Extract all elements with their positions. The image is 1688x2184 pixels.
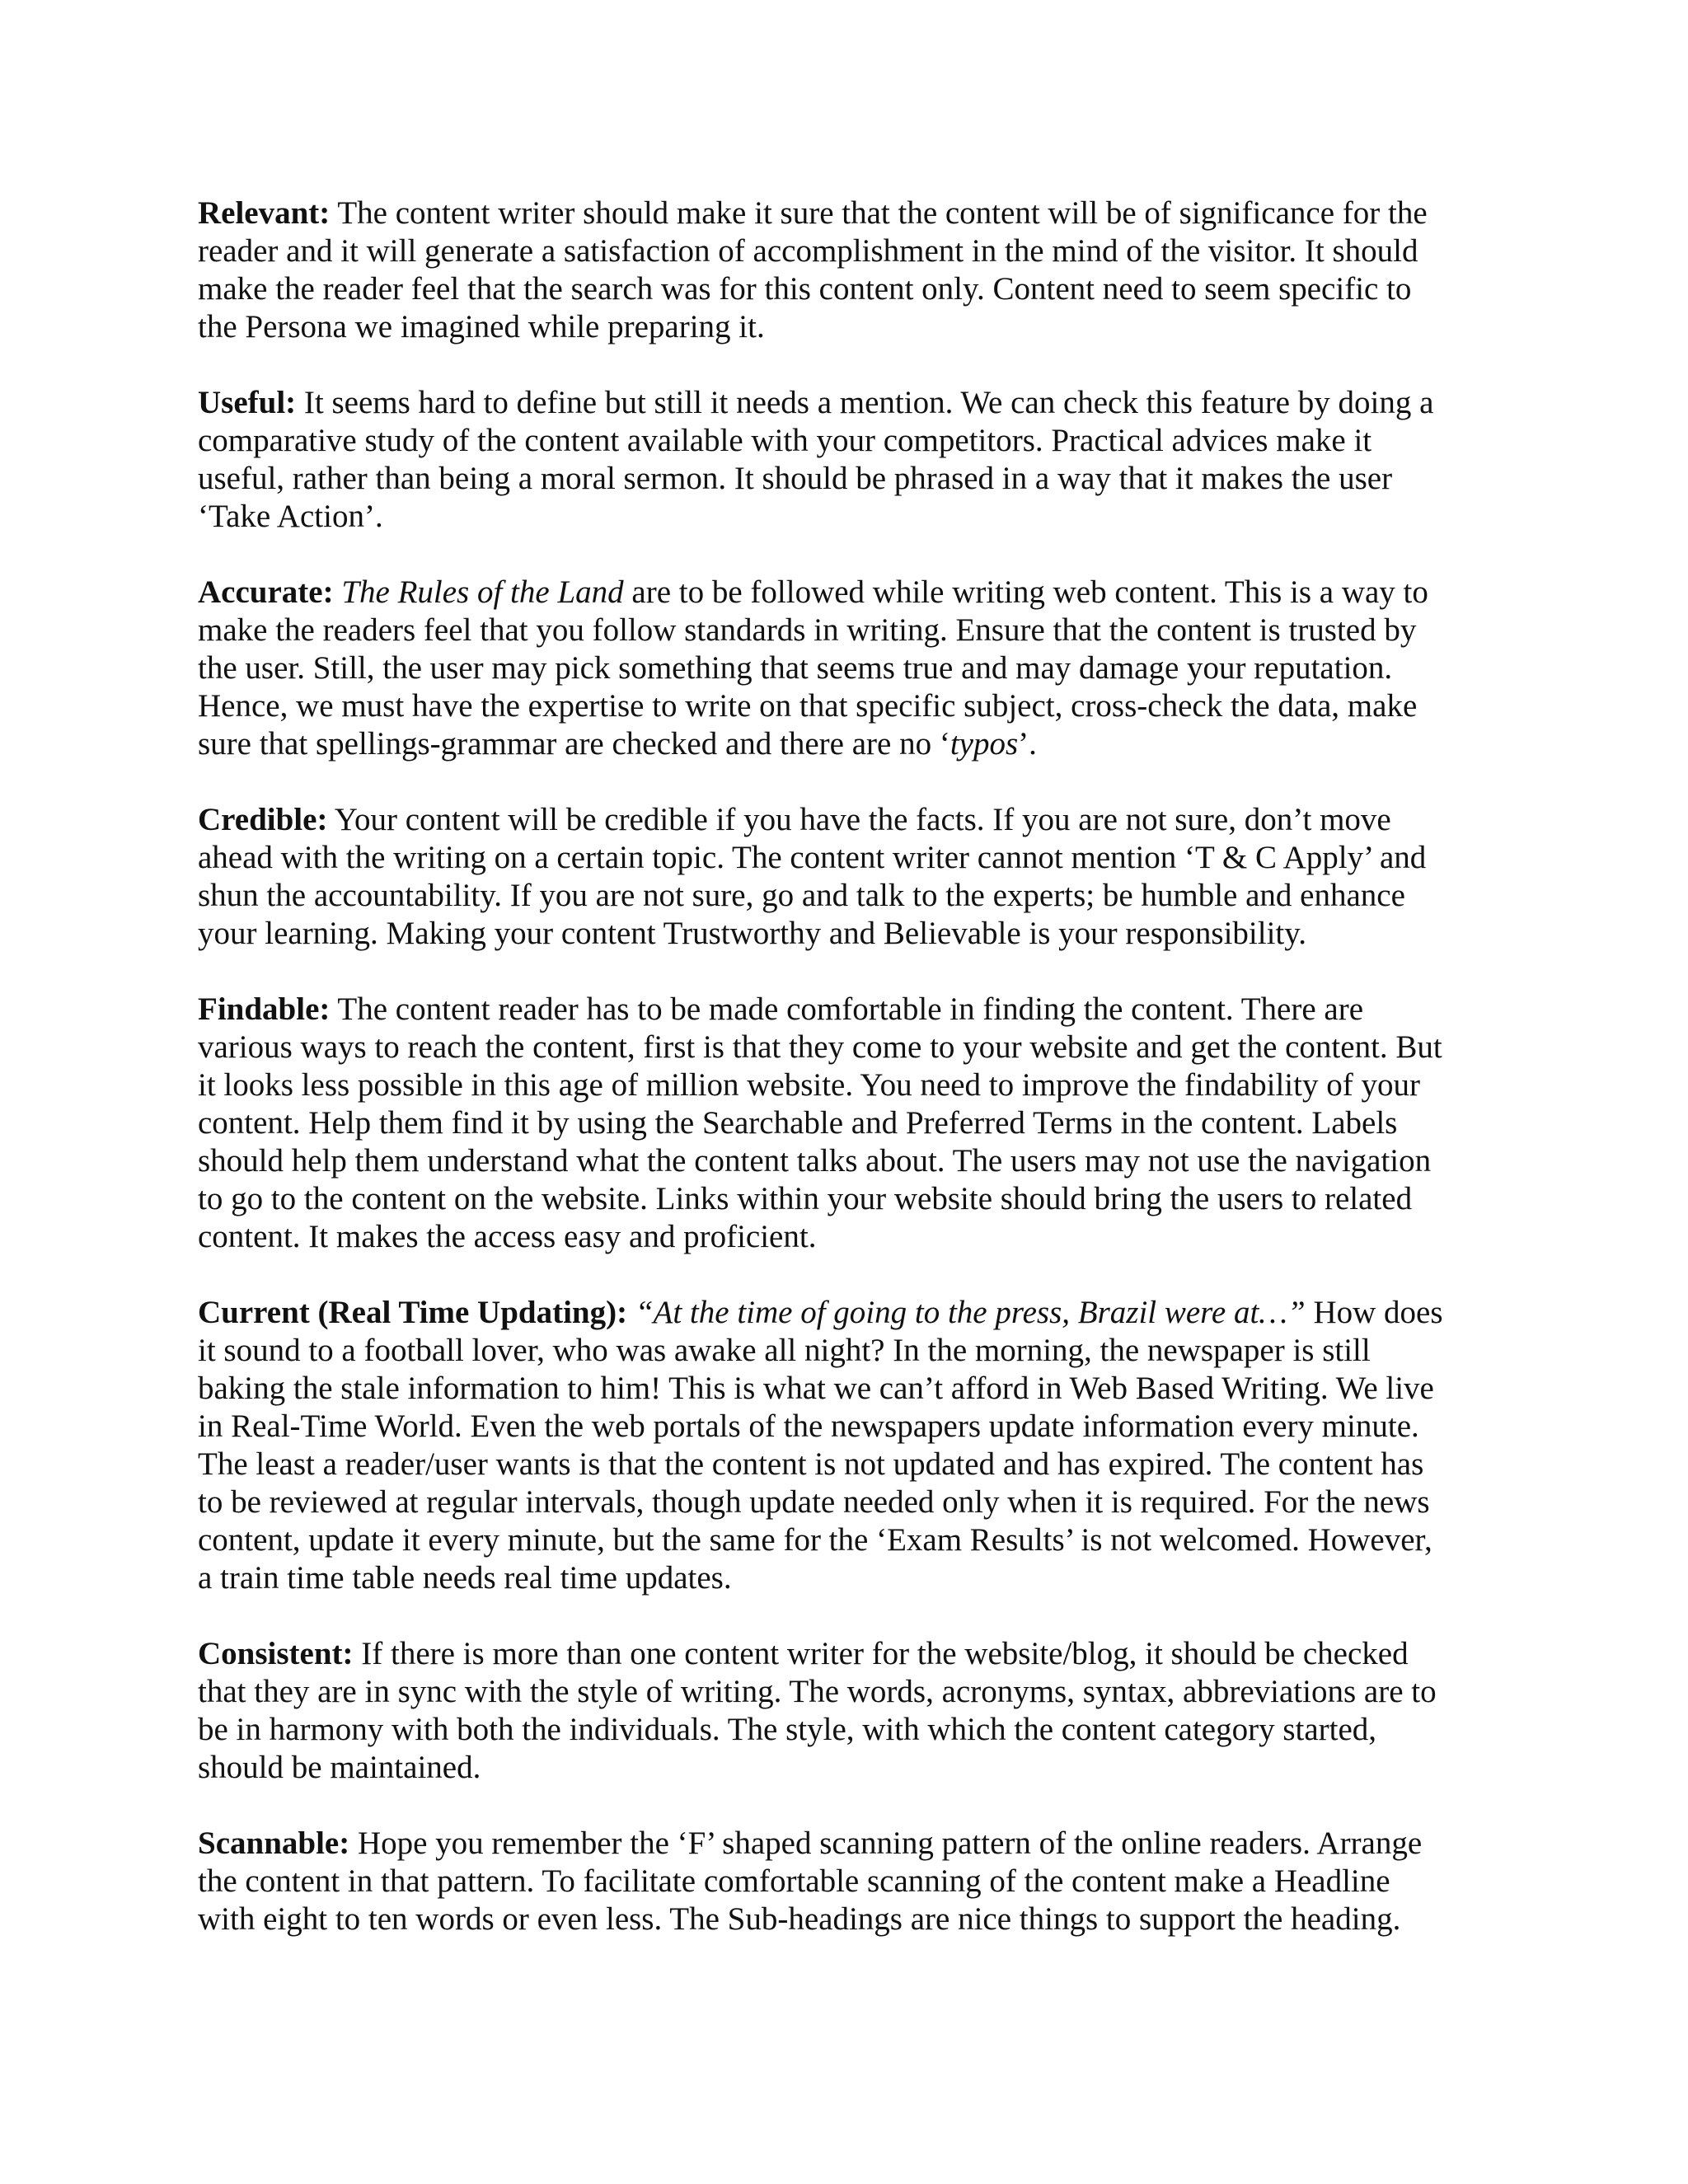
text-run: If there is more than one content writer for the website/blog, it should be checked xyxy=(353,1636,1409,1671)
text-line xyxy=(198,1408,1492,1446)
text-run: comparative study of the content available with your competitors. Practical advices make it xyxy=(198,423,1372,458)
text-run: Your content will be credible if you have the facts. If you are not sure, don’t move xyxy=(327,802,1391,837)
text-run: make the readers feel that you follow standards in writing. Ensure that the content is trusted by xyxy=(198,612,1417,648)
text-line xyxy=(198,308,1492,346)
text-line xyxy=(198,1749,1492,1787)
text-line xyxy=(198,1180,1492,1218)
text-run: baking the stale information to him! This is what we can’t afford in Web Based Writing. We live xyxy=(198,1371,1434,1406)
text-line xyxy=(198,1218,1492,1256)
text-line xyxy=(198,915,1492,953)
text-run: The least a reader/user wants is that the content is not updated and has expired. The content has xyxy=(198,1446,1424,1482)
text-line xyxy=(198,877,1492,915)
text-line xyxy=(198,422,1492,460)
text-line xyxy=(198,612,1492,649)
text-run: it sound to a football lover, who was awake all night? In the morning, the newspaper is still xyxy=(198,1333,1371,1368)
paragraph-heading: Credible: xyxy=(198,802,328,837)
text-run: Hope you remember the ‘F’ shaped scanning pattern of the online readers. Arrange xyxy=(349,1825,1423,1861)
text-run: with eight to ten words or even less. The Sub-headings are nice things to support the heading. xyxy=(198,1901,1401,1937)
text-run: Hence, we must have the expertise to write on that specific subject, cross-check the data, make xyxy=(198,688,1418,724)
text-line xyxy=(198,574,1492,612)
text-run: in Real-Time World. Even the web portals of the newspapers update information every minute. xyxy=(198,1408,1419,1444)
text-run: should be maintained. xyxy=(198,1750,481,1785)
text-run: The content reader has to be made comfortable in finding the content. There are xyxy=(330,991,1364,1027)
text-line xyxy=(198,1483,1492,1521)
document-body xyxy=(198,194,1492,1976)
text-line xyxy=(198,1104,1492,1142)
text-line xyxy=(198,232,1492,270)
paragraph-heading: Relevant: xyxy=(198,195,331,231)
paragraph xyxy=(198,1825,1492,1938)
paragraph-heading: Consistent: xyxy=(198,1636,354,1671)
paragraph xyxy=(198,194,1492,346)
text-line xyxy=(198,839,1492,877)
text-run: make the reader feel that the search was for this content only. Content need to seem specific to xyxy=(198,271,1412,307)
text-run: How does xyxy=(1305,1295,1443,1330)
italic-text: The Rules of the Land xyxy=(341,574,624,610)
text-run: ’. xyxy=(1018,726,1037,762)
text-run: that they are in sync with the style of writing. The words, acronyms, syntax, abbreviations are to xyxy=(198,1674,1437,1709)
paragraph-heading: Current (Real Time Updating): xyxy=(198,1295,628,1330)
text-run: The content writer should make it sure that the content will be of significance for the xyxy=(330,195,1428,231)
text-run: the content in that pattern. To facilitate comfortable scanning of the content make a Headline xyxy=(198,1863,1390,1899)
text-line xyxy=(198,1332,1492,1370)
text-line xyxy=(198,384,1492,422)
text-run: your learning. Making your content Trustworthy and Believable is your responsibility. xyxy=(198,916,1306,951)
text-run: content, update it every minute, but the same for the ‘Exam Results’ is not welcomed. However, xyxy=(198,1522,1432,1558)
text-run: various ways to reach the content, first is that they come to your website and get the content. But xyxy=(198,1029,1442,1065)
text-line xyxy=(198,1825,1492,1863)
text-run xyxy=(334,574,342,610)
text-run: to be reviewed at regular intervals, though update needed only when it is required. For the news xyxy=(198,1484,1430,1520)
text-run: should help them understand what the content talks about. The users may not use the navigation xyxy=(198,1143,1432,1179)
text-line xyxy=(198,1142,1492,1180)
text-line xyxy=(198,1294,1492,1332)
text-line xyxy=(198,1370,1492,1408)
paragraph xyxy=(198,991,1492,1256)
text-line xyxy=(198,1521,1492,1559)
text-run: be in harmony with both the individuals. The style, with which the content category started, xyxy=(198,1712,1377,1747)
text-run: ‘Take Action’. xyxy=(198,499,383,534)
paragraph-heading: Useful: xyxy=(198,385,297,420)
paragraph-heading: Accurate: xyxy=(198,574,334,610)
paragraph xyxy=(198,1635,1492,1787)
text-line xyxy=(198,801,1492,839)
text-line xyxy=(198,1066,1492,1104)
paragraph xyxy=(198,801,1492,953)
text-run: to go to the content on the website. Links within your website should bring the users to related xyxy=(198,1181,1413,1216)
text-run: useful, rather than being a moral sermon. It should be phrased in a way that it makes the user xyxy=(198,461,1393,496)
text-run: shun the accountability. If you are not sure, go and talk to the experts; be humble and enhance xyxy=(198,878,1405,913)
italic-text: “At the time of going to the press, Brazil were at…” xyxy=(635,1295,1306,1330)
text-line xyxy=(198,194,1492,232)
text-line xyxy=(198,498,1492,536)
italic-text: typos xyxy=(950,726,1019,762)
text-run: reader and it will generate a satisfaction of accomplishment in the mind of the visitor. It should xyxy=(198,233,1418,269)
text-run: sure that spellings-grammar are checked and there are no ‘ xyxy=(198,726,950,762)
text-line xyxy=(198,991,1492,1029)
text-run: it looks less possible in this age of million website. You need to improve the findability of your xyxy=(198,1067,1420,1103)
text-line xyxy=(198,725,1492,763)
text-line xyxy=(198,460,1492,498)
text-line xyxy=(198,1900,1492,1938)
text-run: ahead with the writing on a certain topic. The content writer cannot mention ‘T & C Apply’ and xyxy=(198,840,1427,875)
text-line xyxy=(198,1635,1492,1673)
text-line xyxy=(198,649,1492,687)
text-run xyxy=(627,1295,635,1330)
paragraph xyxy=(198,1294,1492,1597)
text-run: It seems hard to define but still it needs a mention. We can check this feature by doing a xyxy=(296,385,1434,420)
text-line xyxy=(198,687,1492,725)
text-run: the Persona we imagined while preparing it. xyxy=(198,309,765,344)
text-run: the user. Still, the user may pick something that seems true and may damage your reputation. xyxy=(198,650,1393,686)
text-line xyxy=(198,270,1492,308)
paragraph xyxy=(198,574,1492,763)
text-run: content. Help them find it by using the Searchable and Preferred Terms in the content. Labels xyxy=(198,1105,1398,1141)
paragraph xyxy=(198,384,1492,536)
paragraph-heading: Scannable: xyxy=(198,1825,350,1861)
paragraph-heading: Findable: xyxy=(198,991,331,1027)
text-line xyxy=(198,1029,1492,1066)
text-run: are to be followed while writing web content. This is a way to xyxy=(623,574,1428,610)
text-line xyxy=(198,1711,1492,1749)
text-run: a train time table needs real time updates. xyxy=(198,1560,732,1596)
text-line xyxy=(198,1446,1492,1483)
text-line xyxy=(198,1559,1492,1597)
text-run: content. It makes the access easy and proficient. xyxy=(198,1219,817,1254)
text-line xyxy=(198,1863,1492,1900)
text-line xyxy=(198,1673,1492,1711)
